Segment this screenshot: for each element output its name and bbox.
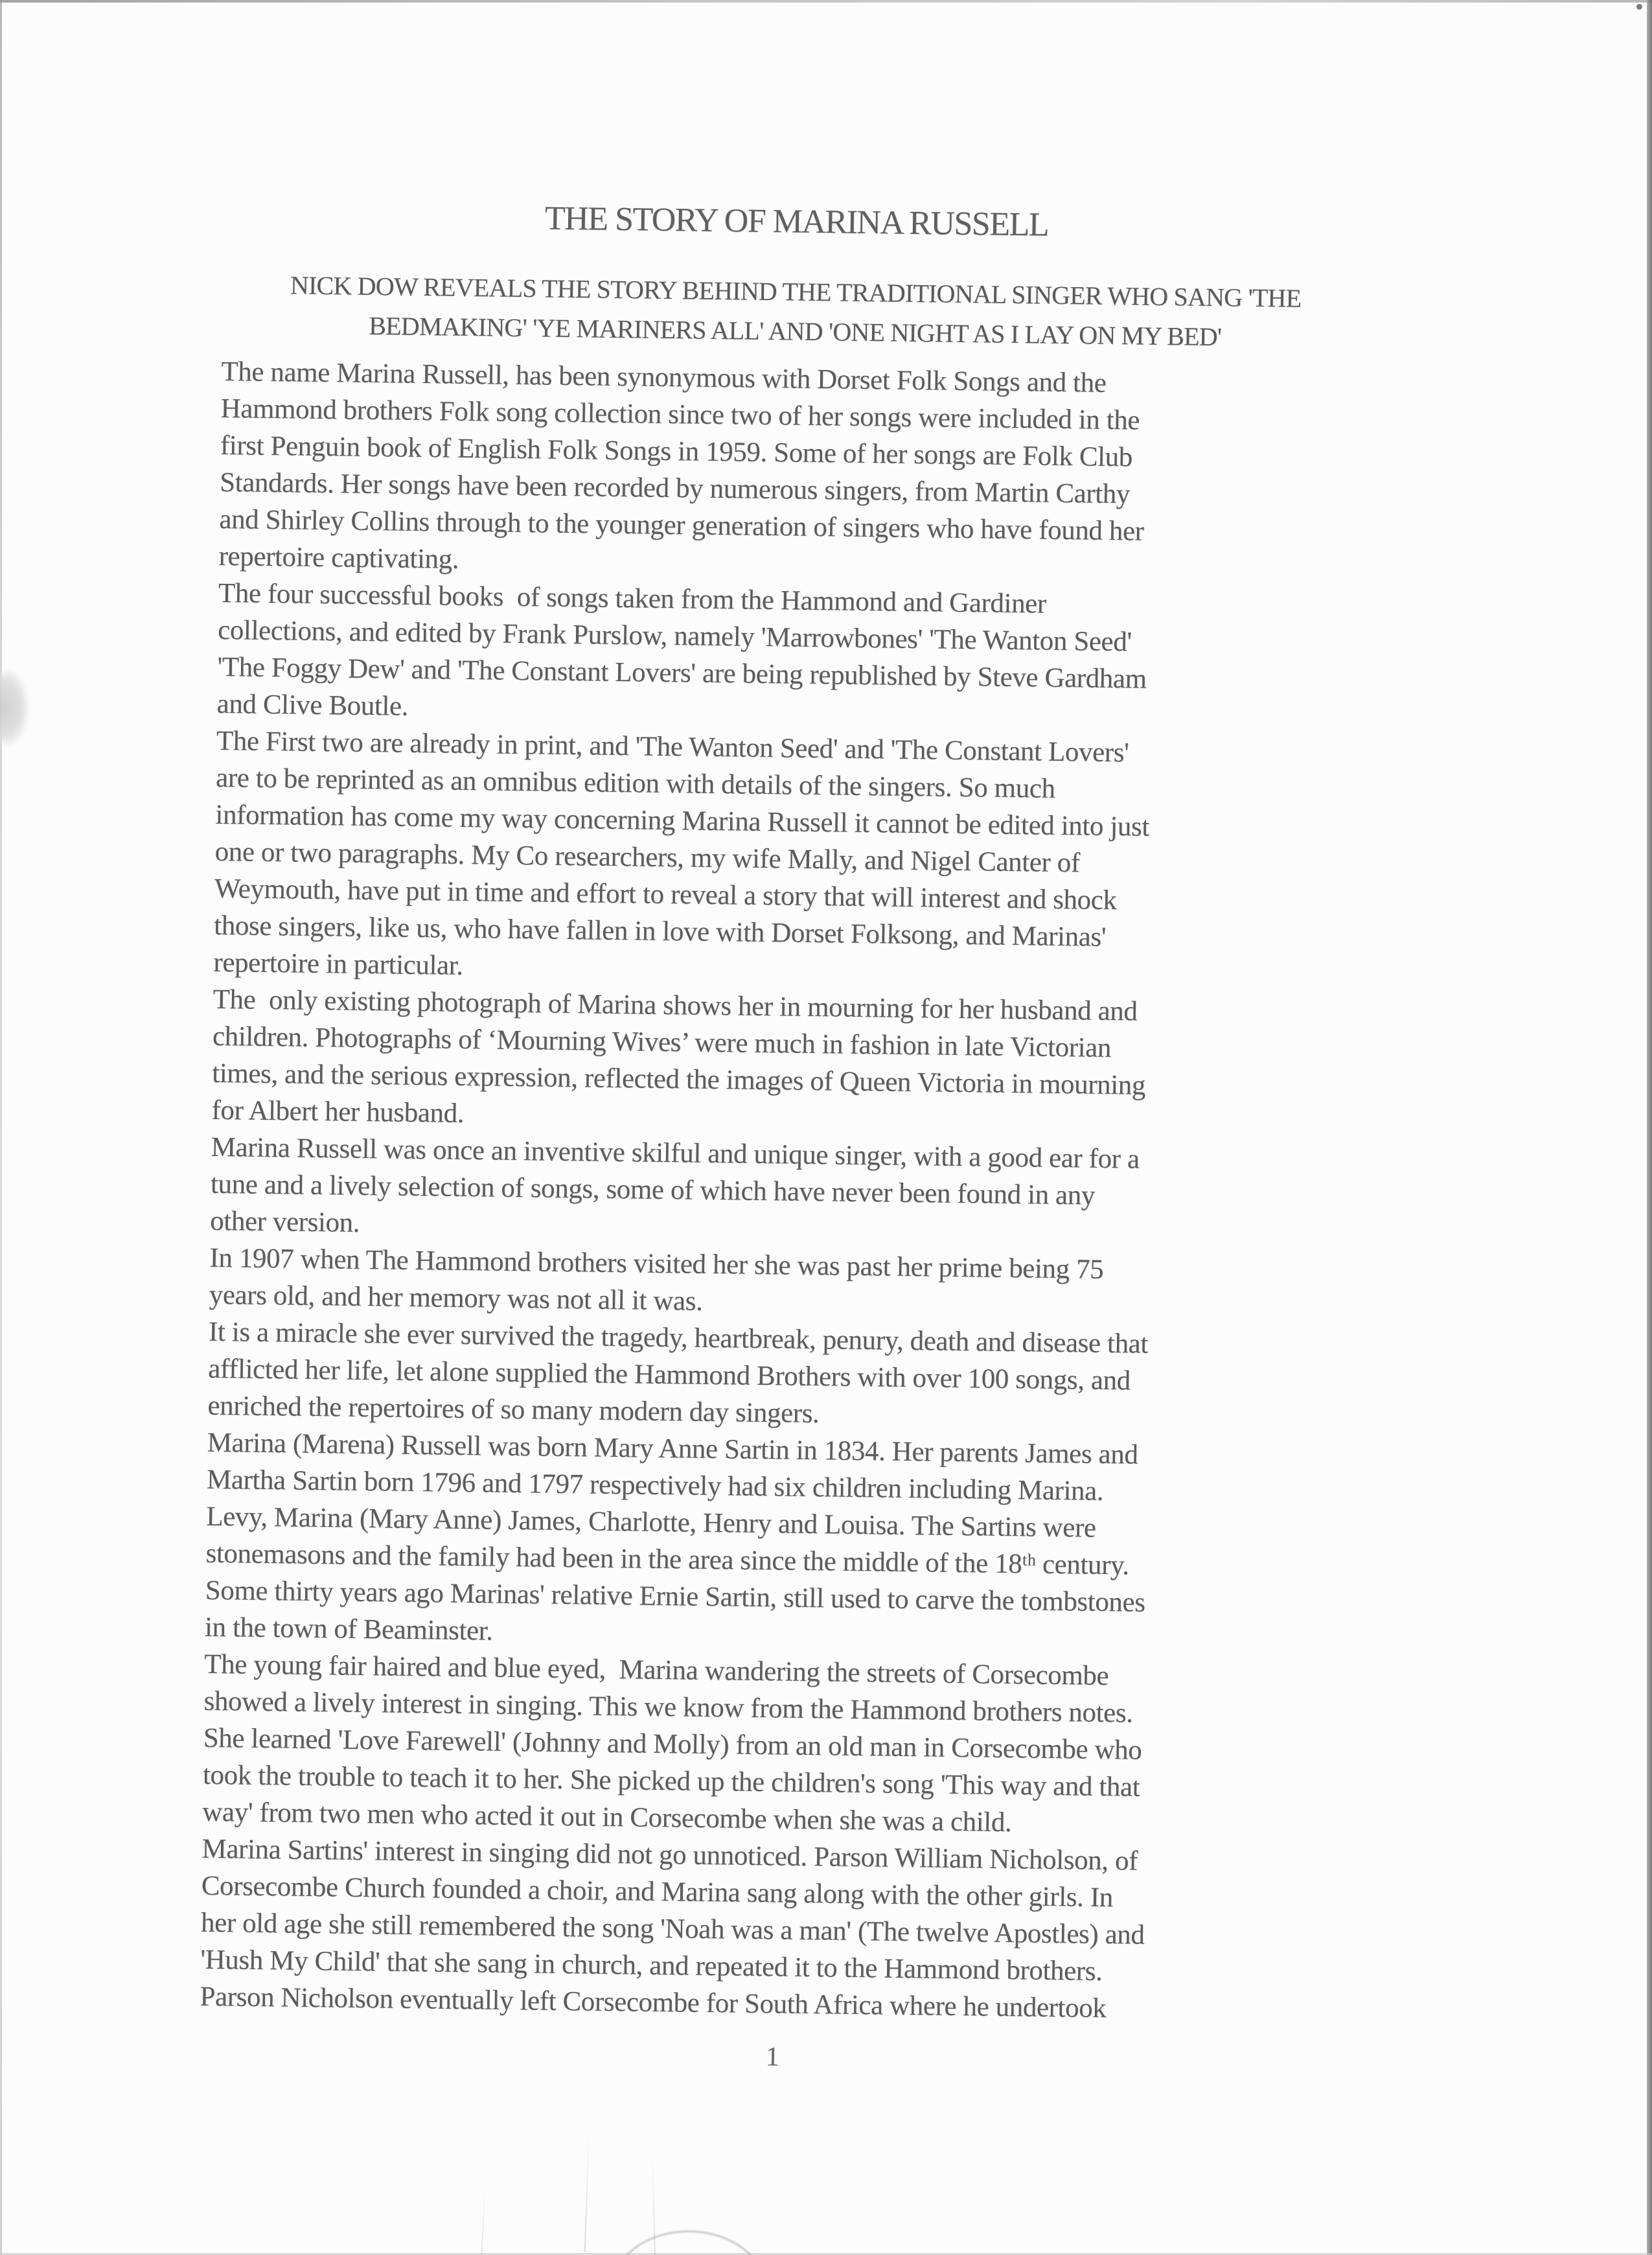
scan-edge-top — [0, 0, 1652, 3]
page-number: 1 — [765, 2042, 780, 2072]
scan-edge-left — [0, 0, 2, 2255]
page-content — [199, 194, 1370, 2081]
scan-edge-right — [1647, 0, 1652, 2255]
page-title: THE STORY OF MARINA RUSSELL — [544, 200, 1049, 244]
paragraph: The young fair haired and blue eyed, Marina wandering the streets of Corsecombe showed a lively interest in singing. This we know from the Hammond brothers notes. She learned 'Love Farewell' (Johnny and Molly) from an old man in Corsecombe who took the trouble to teach it to her. She picked up the children's song 'This way and that way' from two men who acted it out in Corsecombe when she was a child. — [202, 1648, 1142, 1838]
paragraph: In 1907 when The Hammond brothers visited her she was past her prime being 75 years old, and her memory was not all it was. — [209, 1242, 1104, 1317]
paragraph: The four successful books of songs taken from the Hammond and Gardiner collections, and edited by Frank Purslow, namely 'Marrowbones' 'The Wanton Seed' 'The Foggy Dew' and 'The Constant Lovers' are being republished by Steve Gardham and Clive Boutle. — [216, 577, 1147, 722]
page-subtitle: NICK DOW REVEALS THE STORY BEHIND THE TRADITIONAL SINGER WHO SANG 'THE BEDMAKING' 'YE MARINERS ALL' AND 'ONE NIGHT AS I LAY ON MY BED' — [290, 270, 1302, 352]
article-body — [200, 353, 1368, 2030]
scan-smudge — [0, 671, 28, 745]
paragraph: It is a miracle she ever survived the tragedy, heartbreak, penury, death and disease that afflicted her life, let alone supplied the Hammond Brothers with over 100 songs, and enriched the repertoires of so many modern day singers. — [207, 1316, 1149, 1429]
scan-arc-artifact — [612, 2230, 765, 2255]
scan-streak — [584, 2129, 590, 2252]
paragraph: The name Marina Russell, has been synonymous with Dorset Folk Songs and the Hammond brothers Folk song collection since two of her songs were included in the first Penguin book of English Folk Songs in 1959. Some of her songs are Folk Club Standards. Her songs have been recorded by numerous singers, from Martin Carthy and Shirley Collins through to the younger generation of singers who have found her repertoire captivating. — [218, 356, 1144, 575]
scan-streak — [481, 2190, 485, 2255]
scan-speck — [1636, 4, 1642, 10]
paragraph: Marina Sartins' interest in singing did not go unnoticed. Parson William Nicholson, of Corsecombe Church founded a choir, and Marina sang along with the other girls. In her old age she still remembered the song 'Noah was a man' (The twelve Apostles) and 'Hush My Child' that she sang in church, and repeated it to the Hammond brothers. Parson Nicholson eventually left Corsecombe for South Africa where he undertook — [200, 1833, 1145, 2024]
paragraph: Marina (Marena) Russell was born Mary Anne Sartin in 1834. Her parents James and Martha Sartin born 1796 and 1797 respectively had six children including Marina. Levy, Marina (Mary Anne) James, Charlotte, Henry and Louisa. The Sartins were stonemasons and the family had been in the area since the middle of the 18ᵗʰ century. Some thirty years ago Marinas' relative Ernie Sartin, still used to carve the tombstones in the town of Beaminster. — [204, 1427, 1145, 1647]
paragraph: Marina Russell was once an inventive skilful and unique singer, with a good ear for a tune and a lively selection of songs, some of which have never been found in any other version. — [209, 1131, 1140, 1238]
paragraph: The only existing photograph of Marina shows her in mourning for her husband and children. Photographs of ‘Mourning Wives’ were much in fashion in late Victorian times, and the serious expression, reflected the images of Queen Victoria in mourning for Albert her husband. — [211, 984, 1146, 1129]
paragraph: The First two are already in print, and 'The Wanton Seed' and 'The Constant Lovers' are to be reprinted as an omnibus edition with details of the singers. So much information has come my way concerning Marina Russell it cannot be edited into just one or two paragraphs. My Co researchers, my wife Mally, and Nigel Canter of Weymouth, have put in time and effort to reveal a story that will interest and shock those singers, like us, who have fallen in love with Dorset Folksong, and Marinas' repertoire in particular. — [213, 725, 1150, 981]
